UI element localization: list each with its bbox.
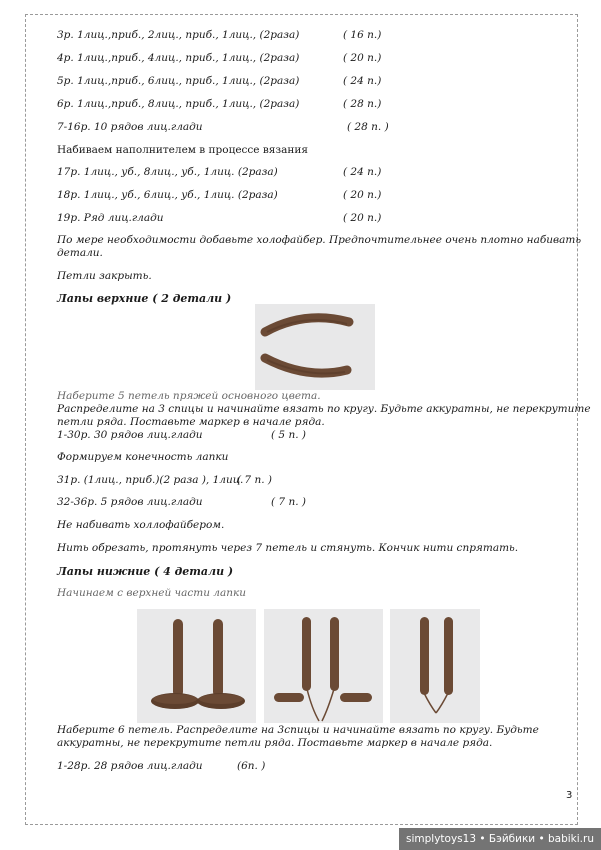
holofiber-note-line-1: По мере необходимости добавьте холофайбер. Предпочтительнее очень плотно набивать bbox=[57, 234, 582, 246]
row-6-count: ( 28 п.) bbox=[343, 98, 382, 110]
no-stuffing: Не набивать холлофайбером. bbox=[57, 519, 225, 531]
watermark: simplytoys13 • Бэйбики • babiki.ru bbox=[399, 828, 601, 850]
lower-start: Начинаем с верхней части лапки bbox=[57, 587, 247, 599]
lower-paws-photo-3 bbox=[390, 609, 480, 723]
upper-row-1-30-text: 1-30р. 30 рядов лиц.глади bbox=[57, 429, 203, 441]
upper-paws-illustration bbox=[255, 304, 375, 390]
lower-paws-illustration-1 bbox=[137, 609, 256, 723]
holofiber-note-line-2: детали. bbox=[57, 247, 103, 259]
upper-row-1-30-count: ( 5 п. ) bbox=[271, 429, 306, 441]
row-3-count: ( 16 п.) bbox=[343, 29, 382, 41]
close-loops: Петли закрыть. bbox=[57, 270, 152, 282]
upper-distribute-line-1: Распределите на 3 спицы и начинайте вязать по кругу. Будьте аккуратны, не перекрутите bbox=[57, 403, 591, 415]
row-5-count: ( 24 п.) bbox=[343, 75, 382, 87]
upper-row-32-36-count: ( 7 п. ) bbox=[271, 496, 306, 508]
row-19-count: ( 20 п.) bbox=[343, 212, 382, 224]
row-3-text: 3р. 1лиц.,приб., 2лиц., приб., 1лиц., (2раза) bbox=[57, 29, 300, 41]
row-6-text: 6р. 1лиц.,приб., 8лиц., приб., 1лиц., (2раза) bbox=[57, 98, 300, 110]
lower-paws-photo-2 bbox=[264, 609, 383, 723]
lower-paws-photo-1 bbox=[137, 609, 256, 723]
row-7-16-count: ( 28 п. ) bbox=[347, 121, 389, 133]
lower-cast-on-line-2: аккуратны, не перекрутите петли ряда. Поставьте маркер в начале ряда. bbox=[57, 737, 493, 749]
upper-row-31-count: ( 7 п. ) bbox=[237, 474, 272, 486]
row-17-text: 17р. 1лиц., уб., 8лиц., уб., 1лиц. (2раза) bbox=[57, 166, 278, 178]
upper-paws-title: Лапы верхние ( 2 детали ) bbox=[57, 292, 232, 305]
lower-paws-illustration-3 bbox=[390, 609, 480, 723]
stuffing-note: Набиваем наполнителем в процессе вязания bbox=[57, 144, 308, 156]
row-18-text: 18р. 1лиц., уб., 6лиц., уб., 1лиц. (2раза) bbox=[57, 189, 278, 201]
lower-row-1-28-text: 1-28р. 28 рядов лиц.глади bbox=[57, 760, 203, 772]
upper-paws-photo bbox=[255, 304, 375, 390]
form-paw: Формируем конечность лапки bbox=[57, 451, 229, 463]
lower-row-1-28-count: (6п. ) bbox=[237, 760, 266, 772]
row-18-count: ( 20 п.) bbox=[343, 189, 382, 201]
row-17-count: ( 24 п.) bbox=[343, 166, 382, 178]
row-4-count: ( 20 п.) bbox=[343, 52, 382, 64]
lower-paws-title: Лапы нижние ( 4 детали ) bbox=[57, 565, 234, 578]
row-4-text: 4р. 1лиц.,приб., 4лиц., приб., 1лиц., (2раза) bbox=[57, 52, 300, 64]
cut-thread: Нить обрезать, протянуть через 7 петель и стянуть. Кончик нити спрятать. bbox=[57, 542, 519, 554]
lower-cast-on-line-1: Наберите 6 петель. Распределите на 3спицы и начинайте вязать по кругу. Будьте bbox=[57, 724, 539, 736]
page-number: 3 bbox=[566, 790, 573, 801]
upper-distribute-line-2: петли ряда. Поставьте маркер в начале ряда. bbox=[57, 416, 325, 428]
upper-row-31-text: 31р. (1лиц., приб.)(2 раза ), 1лиц. bbox=[57, 474, 244, 486]
upper-cast-on: Наберите 5 петель пряжей основного цвета. bbox=[57, 390, 321, 402]
row-5-text: 5р. 1лиц.,приб., 6лиц., приб., 1лиц., (2раза) bbox=[57, 75, 300, 87]
lower-paws-illustration-2 bbox=[264, 609, 383, 723]
row-19-text: 19р. Ряд лиц.глади bbox=[57, 212, 164, 224]
upper-row-32-36-text: 32-36р. 5 рядов лиц.глади bbox=[57, 496, 203, 508]
row-7-16-text: 7-16р. 10 рядов лиц.глади bbox=[57, 121, 203, 133]
